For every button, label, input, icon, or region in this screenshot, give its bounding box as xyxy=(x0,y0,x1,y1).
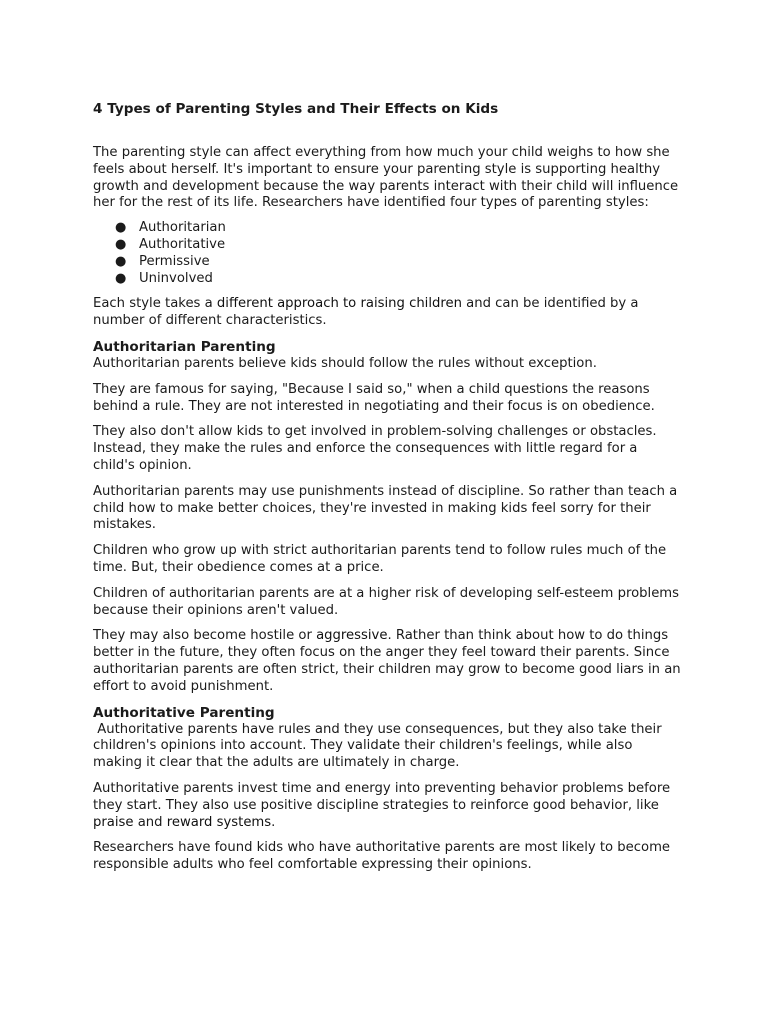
authoritarian-paragraph-3: They also don't allow kids to get involved in problem-solving challenges or obstacles. Instead, they make the rules and enforce the consequences with little regard for a child's opinion. xyxy=(93,424,657,473)
different-approach-link[interactable]: different approach to raising children xyxy=(216,296,462,312)
authoritative-paragraph-3: Researchers have found kids who have authoritative parents are most likely to become responsible adults who feel comfortable expressing their opinions. xyxy=(93,840,671,873)
aggressive-link[interactable]: aggressive xyxy=(316,628,388,644)
intro-paragraph: The parenting style can affect everything from how much your child weighs to how she feels about herself. It's important to ensure your parenting style is supporting healthy growth and development because the way parents interact with their child will influence her for the rest of its life. Researchers have identified four types of parenting styles: xyxy=(93,145,679,211)
authoritarian-paragraph-7: They may also become hostile or aggressive. Rather than think about how to do things better in the future, they often focus on the anger they feel toward their parents. Since authoritarian parents are often strict, their children may grow to become good liars in an effort to avoid punishment. xyxy=(93,628,681,694)
bullet-icon: ● xyxy=(115,253,127,269)
authoritarian-paragraph-6: Children of authoritarian parents are at a higher risk of developing self-esteem problems because their opinions aren't valued. xyxy=(93,585,680,618)
authoritarian-paragraph-5: Children who grow up with strict authoritarian parents tend to follow rules much of the time. But, their obedience comes at a price. xyxy=(93,543,667,575)
document-title: 4 Types of Parenting Styles and Their Effects on Kids xyxy=(93,101,499,117)
reward-systems-link[interactable]: reward systems xyxy=(166,814,272,830)
bullet-icon: ● xyxy=(115,220,127,236)
bullet-icon: ● xyxy=(115,236,127,252)
authoritative-paragraph-1: Authoritative parents have rules and they use consequences, but they also take their children's opinions into account. They validate their children's feelings, while also making it clear that the adults are ultimately in charge. xyxy=(93,721,666,771)
authoritarian-heading: Authoritarian Parenting xyxy=(93,338,276,355)
praise-link[interactable]: praise xyxy=(93,814,134,830)
authoritarian-paragraph-2: They are famous for saying, "Because I said so," when a child questions the reasons behind a rule. They are not interested in negotiating and their focus is on obedience. xyxy=(93,381,655,414)
list-item: ● Authoritative xyxy=(115,236,226,252)
list-item: ● Uninvolved xyxy=(115,270,213,286)
bullet-icon: ● xyxy=(115,270,127,286)
authoritative-paragraph-2: Authoritative parents invest time and energy into preventing behavior problems before they start. They also use positive discipline strategies to reinforce good behavior, like praise and reward systems. xyxy=(93,780,671,830)
authoritarian-paragraph-1: Authoritarian parents believe kids should follow the rules without exception. xyxy=(93,355,597,371)
list-item: ● Authoritarian xyxy=(115,220,226,236)
parenting-styles-list xyxy=(93,220,683,287)
authoritarian-paragraph-4: Authoritarian parents may use punishments instead of discipline. So rather than teach a child how to make better choices, they're invested in making kids feel sorry for their mistakes. xyxy=(93,483,678,533)
authoritative-heading: Authoritative Parenting xyxy=(93,704,275,721)
document-page xyxy=(93,100,683,883)
list-item: ● Permissive xyxy=(115,253,210,269)
each-style-paragraph: Each style takes a different approach to raising children and can be identified by a number of different characteristics. xyxy=(93,296,639,329)
